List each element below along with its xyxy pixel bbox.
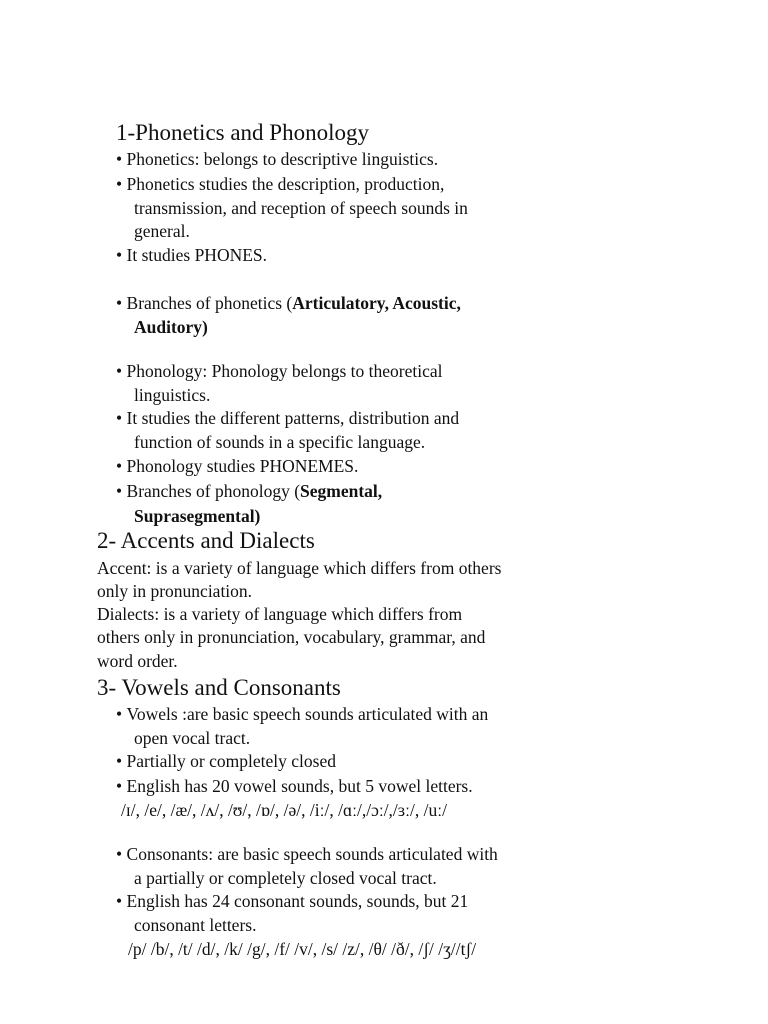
bullet-phones: [116, 244, 267, 266]
bullet-text: Branches of phonetics (: [126, 293, 293, 313]
bullet-branches-phonology: [116, 480, 382, 502]
vowel-symbols: /ɪ/, /e/, /æ/, /ʌ/, /ʊ/, /ɒ/, /ə/, /iː/, /ɑː/,/ɔː/,/ɜː/, /uː/: [121, 800, 447, 820]
bullet-consonants: [116, 843, 498, 865]
paragraph-dialects: Dialects: is a variety of language which differs from: [97, 604, 463, 624]
bullet-phonemes: [116, 455, 358, 477]
bullet-continuation: general.: [134, 221, 190, 241]
bullet-phonetics-studies: [116, 173, 444, 195]
bullet-patterns: [116, 407, 459, 429]
bullet-consonant-count: [116, 890, 468, 912]
bullet-text: Phonetics: belongs to descriptive linguistics.: [126, 149, 439, 169]
bullet-continuation: linguistics.: [134, 385, 211, 405]
bold-terms: Articulatory, Acoustic,: [292, 293, 461, 313]
bullet-partially-closed: [116, 750, 336, 772]
bullet-continuation: consonant letters.: [134, 915, 257, 935]
paragraph-dialects-cont: others only in pronunciation, vocabulary, grammar, and: [97, 627, 486, 647]
bullet-phonology-theoretical: [116, 360, 442, 382]
bullet-text: Phonology: Phonology belongs to theoretical: [126, 361, 443, 381]
bullet-text: Vowels :are basic speech sounds articulated with an: [126, 704, 489, 724]
bullet-continuation: function of sounds in a specific language.: [134, 432, 426, 452]
bullet-continuation: a partially or completely closed vocal tract.: [134, 868, 437, 888]
bullet-phonetics-descriptive: [116, 148, 438, 170]
bullet-text: Phonetics studies the description, production,: [126, 174, 445, 194]
bullet-continuation: transmission, and reception of speech sounds in: [134, 198, 468, 218]
bullet-vowel-count: [116, 775, 473, 797]
bullet-continuation-bold: Auditory): [134, 317, 208, 337]
section-heading-accents-dialects: 2- Accents and Dialects: [97, 528, 315, 553]
bullet-text: It studies PHONES.: [126, 245, 268, 265]
bullet-text: It studies the different patterns, distribution and: [126, 408, 460, 428]
bullet-continuation: open vocal tract.: [134, 728, 251, 748]
paragraph-accent-cont: only in pronunciation.: [97, 581, 253, 601]
section-heading-vowels-consonants: 3- Vowels and Consonants: [97, 675, 341, 700]
section-heading-phonetics-phonology: 1-Phonetics and Phonology: [116, 120, 369, 145]
bullet-text: English has 24 consonant sounds, sounds, but 21: [126, 891, 469, 911]
bullet-continuation-bold: Suprasegmental): [134, 506, 261, 526]
bullet-text: Phonology studies PHONEMES.: [126, 456, 359, 476]
consonant-symbols: /p/ /b/, /t/ /d/, /k/ /g/, /f/ /v/, /s/ /z/, /θ/ /ð/, /ʃ/ /ʒ//tʃ/: [128, 939, 477, 959]
bullet-vowels: [116, 703, 488, 725]
bullet-text: Consonants: are basic speech sounds articulated with: [126, 844, 498, 864]
paragraph-accent: Accent: is a variety of language which differs from others: [97, 558, 502, 578]
bullet-text: English has 20 vowel sounds, but 5 vowel letters.: [126, 776, 473, 796]
bullet-branches-phonetics: [116, 292, 461, 314]
bullet-text: Partially or completely closed: [126, 751, 336, 771]
paragraph-dialects-cont: word order.: [97, 651, 178, 671]
bullet-text: Branches of phonology (: [126, 481, 301, 501]
bold-terms: Segmental,: [300, 481, 383, 501]
